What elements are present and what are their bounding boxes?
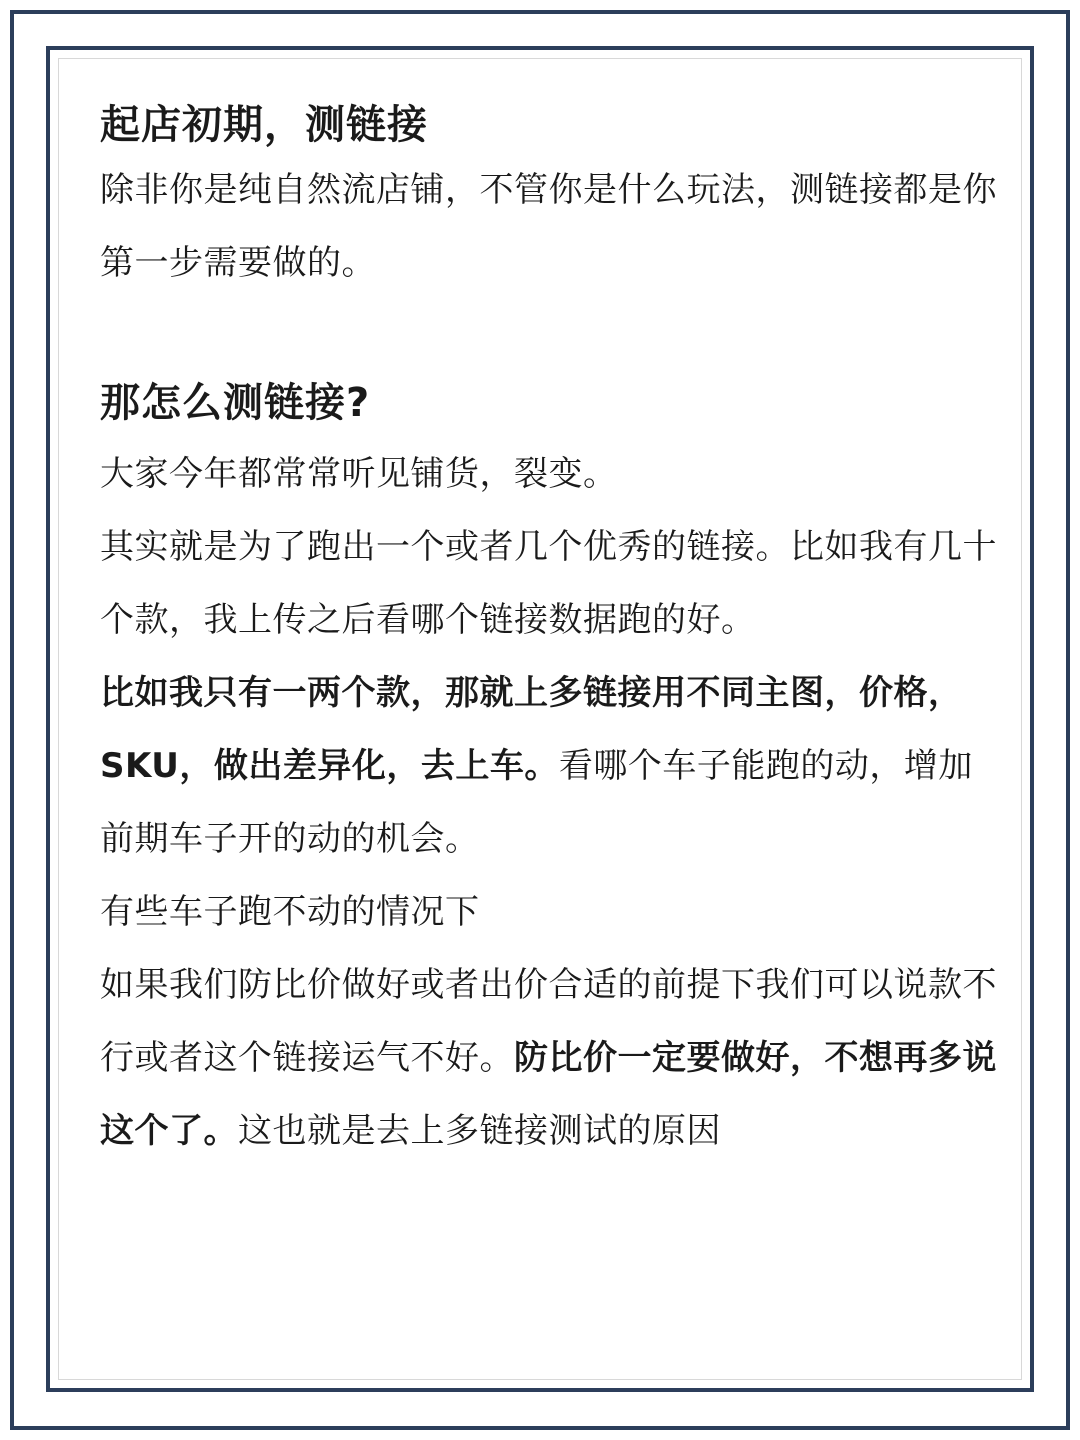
section2-paragraph-2: 其实就是为了跑出一个或者几个优秀的链接。比如我有几十个款，我上传之后看哪个链接数据跑的好。 <box>100 527 997 640</box>
article-content <box>100 100 1000 1168</box>
section2-paragraph-1: 大家今年都常常听见铺货，裂变。 <box>100 454 618 494</box>
section2-paragraph-4: 有些车子跑不动的情况下 <box>100 892 480 932</box>
section2-paragraph-5-normal-a: 如果我们防比价做好或者出价合适的前提下我们可以说款不行或者这个链接运气不好。 <box>100 965 997 1078</box>
section2-paragraph-3-bold: 比如我只有一两个款，那就上多链接用不同主图，价格，SKU，做出差异化，去上车。 <box>100 673 963 786</box>
section1-paragraph: 除非你是纯自然流店铺，不管你是什么玩法，测链接都是你第一步需要做的。 <box>100 170 997 283</box>
section2-paragraph-5-normal-b: 这也就是去上多链接测试的原因 <box>238 1111 721 1151</box>
section1-heading: 起店初期，测链接 <box>100 102 428 148</box>
section2-heading: 那怎么测链接? <box>100 380 371 426</box>
section2-paragraph-5-bold: 防比价一定要做好，不想再多说这个了。 <box>100 1038 997 1151</box>
section2-paragraph-5 <box>100 949 1000 1168</box>
section2-paragraph-3 <box>100 657 1000 876</box>
section2-paragraph-3-normal: 看哪个车子能跑的动，增加前期车子开的动的机会。 <box>100 746 973 859</box>
